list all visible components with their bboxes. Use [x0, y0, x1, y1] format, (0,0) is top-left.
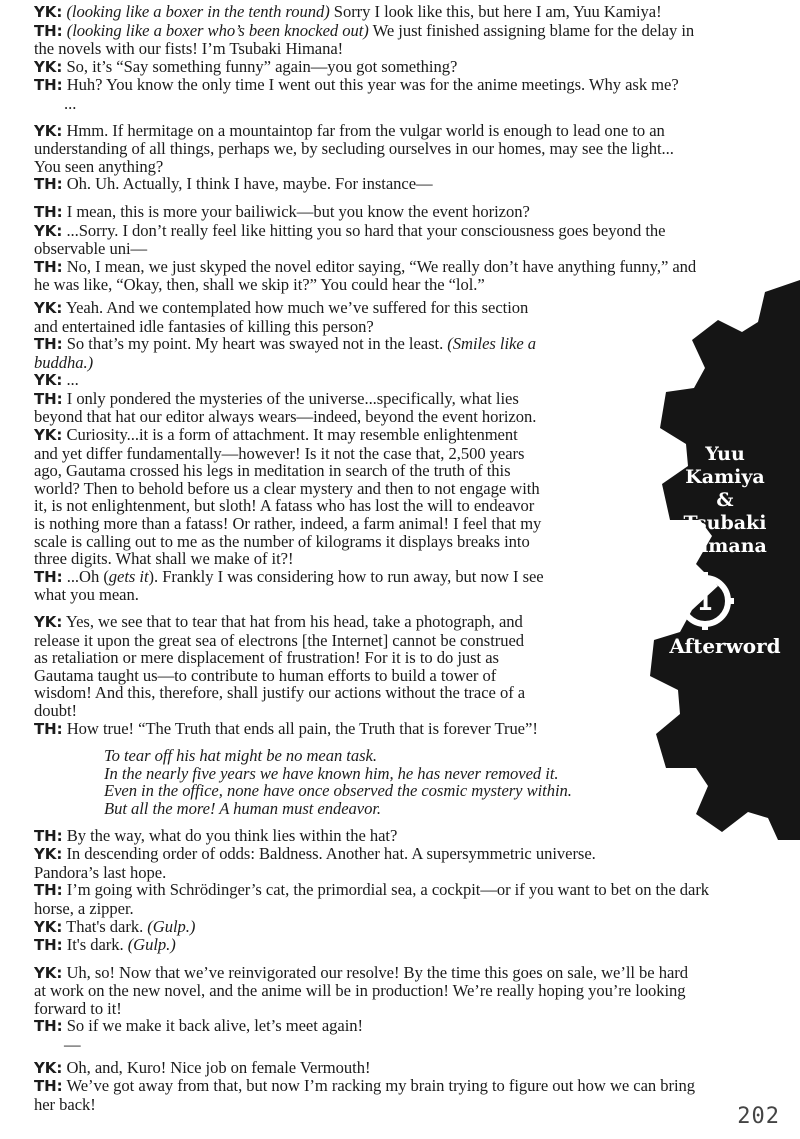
dialogue-line: Gautama taught us—to contribute to human efforts to build a tower of	[34, 665, 497, 685]
dialogue-text: I’m going with Schrödinger’s cat, the primordial sea, a cockpit—or if you want to bet on the dark	[62, 880, 710, 900]
dialogue-line	[34, 22, 734, 41]
dialogue-text: Oh. Uh. Actually, I think I have, maybe. For instance—	[62, 174, 433, 194]
dialogue-line	[34, 371, 566, 390]
dialogue-line: world? Then to behold before us a clear mystery and then to not engage with	[34, 478, 540, 498]
author-line-1: Yuu	[705, 443, 745, 465]
speaker-tag: TH:	[34, 936, 63, 955]
poem-line: In the nearly five years we have known him, he has never removed it.	[104, 763, 559, 783]
stage-direction: gets it	[108, 566, 149, 586]
speaker-tag: TH:	[34, 257, 63, 276]
dialogue-line: it, is not enlightenment, but sloth! A fatass who has lost the will to endeavor	[34, 496, 535, 516]
dialogue-line: as retaliation or mere displacement of frustration! For it is to do just as	[34, 648, 499, 668]
narrow-column	[34, 299, 566, 738]
dialogue-line: ago, Gautama crossed his legs in meditation in search of the truth of this	[34, 461, 511, 481]
speaker-tag: YK:	[34, 221, 63, 240]
dialogue-text: Oh, and, Kuro! Nice job on female Vermouth!	[62, 1057, 371, 1077]
dialogue-line: horse, a zipper.	[34, 898, 134, 918]
dialogue-line	[34, 964, 734, 983]
speaker-tag: YK:	[34, 1058, 63, 1077]
dialogue-line: her back!	[34, 1094, 96, 1114]
dialogue-text: Sorry I look like this, but here I am, Yuu Kamiya!	[329, 2, 662, 21]
speaker-tag: TH:	[34, 76, 63, 95]
dialogue-text: That's dark.	[62, 916, 144, 936]
dialogue-line: wisdom! And this, therefore, shall justify our actions without the trace of a	[34, 683, 526, 703]
dialogue-text: We’ve got away from that, but now I’m racking my brain trying to figure out how we can bring	[62, 1076, 696, 1096]
dialogue-line	[34, 613, 566, 632]
dialogue-line: scale is calling out to me as the number of kilograms it displays breaks into	[34, 531, 530, 551]
dialogue-line	[34, 58, 734, 77]
dialogue-line	[34, 845, 734, 864]
speaker-tag: TH:	[34, 1017, 63, 1036]
afterword-text	[34, 3, 734, 1113]
dialogue-text: Huh? You know the only time I went out this year was for the anime meetings. Why ask me?	[62, 75, 679, 95]
speaker-tag: TH:	[34, 389, 63, 408]
dialogue-line	[34, 1017, 734, 1036]
dialogue-line: is nothing more than a fatass! Or rather, indeed, a farm animal! I feel that my	[34, 514, 542, 534]
speaker-tag: YK:	[34, 845, 63, 864]
dialogue-line	[34, 918, 734, 937]
dialogue-line	[34, 3, 734, 22]
dialogue-line	[34, 1059, 734, 1078]
dialogue-text: ...Sorry. I don’t really feel like hitting you so hard that your consciousness goes beyond the	[62, 220, 666, 240]
dialogue-text: I only pondered the mysteries of the universe...specifically, what lies	[62, 388, 519, 408]
speaker-tag: YK:	[34, 121, 63, 140]
dialogue-line: You seen anything?	[34, 156, 164, 176]
dialogue-line	[34, 203, 734, 222]
dialogue-line	[34, 76, 734, 95]
dialogue-text: No, I mean, we just skyped the novel editor saying, “We really don’t have anything funny,” and	[62, 256, 697, 276]
speaker-tag: YK:	[34, 57, 63, 76]
dialogue-line: understanding of all things, perhaps we, by secluding ourselves in our homes, may see the light...	[34, 139, 674, 159]
dialogue-text: ...	[62, 370, 79, 390]
speaker-tag: TH:	[34, 881, 63, 900]
dialogue-text: In descending order of odds: Baldness. Another hat. A supersymmetric universe.	[62, 844, 596, 864]
author-ampersand: &	[716, 489, 734, 511]
dialogue-line	[34, 335, 566, 354]
dialogue-line: beyond that hat our editor always wears—indeed, beyond the event horizon.	[34, 407, 537, 427]
speaker-tag: YK:	[34, 298, 63, 317]
dialogue-line	[34, 222, 734, 241]
speaker-tag: YK:	[34, 426, 63, 445]
speaker-tag: YK:	[34, 3, 63, 21]
dialogue-text: Yes, we see that to tear that hat from his head, take a photograph, and	[62, 612, 523, 631]
dialogue-text: By the way, what do you think lies within the hat?	[62, 825, 398, 845]
dialogue-line	[34, 258, 734, 277]
author-line-4: Himana	[683, 535, 767, 557]
dialogue-text: Hmm. If hermitage on a mountaintop far from the vulgar world is enough to lead one to an	[62, 120, 665, 140]
dialogue-line	[34, 827, 734, 846]
dialogue-text: Curiosity...it is a form of attachment. It may resemble enlightenment	[62, 425, 518, 445]
dialogue-line	[34, 390, 566, 409]
dialogue-text: It's dark.	[62, 935, 124, 955]
speaker-tag: TH:	[34, 21, 63, 40]
dialogue-line: and entertained idle fantasies of killing this person?	[34, 316, 374, 336]
page-number: 202	[737, 1104, 780, 1129]
dialogue-line	[34, 175, 734, 194]
dialogue-text: Yeah. And we contemplated how much we’ve suffered for this section	[62, 297, 529, 317]
speaker-tag: TH:	[34, 567, 63, 586]
dialogue-line: forward to it!	[34, 998, 122, 1018]
poem-line: But all the more! A human must endeavor.	[104, 798, 381, 818]
dialogue-line	[34, 720, 566, 739]
dialogue-line: at work on the new novel, and the anime will be in production! We’re really hoping you’re looking	[34, 981, 686, 1001]
dialogue-text: We just finished assigning blame for the delay in	[368, 20, 695, 40]
dialogue-text: So if we make it back alive, let’s meet again!	[62, 1016, 364, 1036]
speaker-tag: YK:	[34, 371, 63, 390]
dialogue-text: How true! “The Truth that ends all pain, the Truth that is forever True”!	[62, 718, 538, 738]
dialogue-line: release it upon the great sea of electrons [the Internet] cannot be construed	[34, 630, 525, 650]
dialogue-text: So that’s my point. My heart was swayed not in the least.	[62, 334, 444, 354]
speaker-tag: YK:	[34, 963, 63, 982]
dialogue-line	[34, 881, 734, 900]
dialogue-line: TH: ...Oh (gets it). Frankly I was considering how to run away, but now I see	[34, 566, 544, 586]
speaker-tag: TH:	[34, 175, 63, 194]
dialogue-line	[34, 936, 734, 955]
section-title: Afterword	[669, 634, 781, 658]
speaker-tag: TH:	[34, 202, 63, 221]
author-line-2: Kamiya	[685, 466, 765, 488]
dialogue-line	[34, 122, 734, 141]
stage-direction: (looking like a boxer who’s been knocked out)	[62, 20, 369, 40]
dialogue-line: he was like, “Okay, then, shall we skip it?” You could hear the “lol.”	[34, 275, 485, 295]
ellipsis: ...	[64, 93, 77, 113]
stage-direction: (looking like a boxer in the tenth round)	[62, 2, 330, 21]
stage-direction: (Gulp.)	[123, 935, 176, 955]
speaker-tag: YK:	[34, 917, 63, 936]
dialogue-line: doubt!	[34, 700, 78, 720]
dash-separator: —	[64, 1035, 81, 1055]
author-line-3: Tsubaki	[683, 512, 767, 534]
dialogue-line: Pandora’s last hope.	[34, 862, 167, 882]
dialogue-line: and yet differ fundamentally—however! Is it not the case that, 2,500 years	[34, 443, 525, 463]
speaker-tag: YK:	[34, 613, 63, 631]
clock-numeral: 1	[697, 591, 713, 616]
speaker-tag: TH:	[34, 826, 63, 845]
dialogue-line: what you mean.	[34, 585, 139, 605]
stage-direction: (Smiles like a	[443, 334, 536, 354]
dialogue-text: I mean, this is more your bailiwick—but you know the event horizon?	[62, 201, 530, 221]
stage-direction: buddha.)	[34, 352, 94, 372]
dialogue-line	[34, 354, 566, 372]
poem-line: Even in the office, none have once observed the cosmic mystery within.	[104, 781, 572, 801]
speaker-tag: TH:	[34, 719, 63, 738]
stage-direction: (Gulp.)	[143, 916, 196, 936]
speaker-tag: TH:	[34, 1077, 63, 1096]
dialogue-line: observable uni—	[34, 239, 148, 259]
speaker-tag: TH:	[34, 335, 63, 354]
dialogue-line	[34, 426, 566, 445]
dialogue-line: three digits. What shall we make of it?!	[34, 549, 294, 569]
poem-line: To tear off his hat might be no mean task.	[104, 746, 377, 766]
dialogue-line	[34, 1077, 734, 1096]
dialogue-text: So, it’s “Say something funny” again—you got something?	[62, 56, 458, 76]
dialogue-text: Uh, so! Now that we’ve reinvigorated our resolve! By the time this goes on sale, we’ll be hard	[62, 962, 688, 982]
dialogue-line	[34, 299, 566, 318]
dialogue-line: the novels with our fists! I’m Tsubaki Himana!	[34, 39, 344, 59]
